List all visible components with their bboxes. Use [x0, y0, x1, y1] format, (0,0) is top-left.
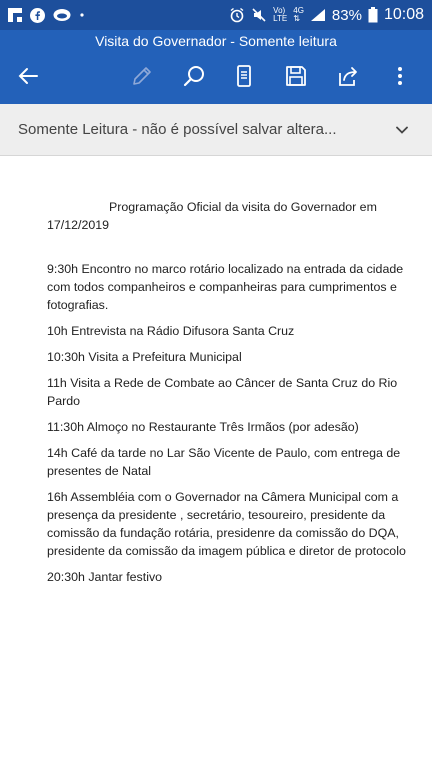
volte-top: Vo)	[273, 6, 286, 15]
schedule-item: 11h Visita a Rede de Combate ao Câncer de Santa Cruz do Rio Pardo	[47, 376, 398, 408]
dot-icon	[79, 12, 85, 18]
arrow-left-icon	[16, 64, 40, 93]
schedule-item: 16h Assembléia com o Governador na Câmera Municipal com a presença da presidente , secretário, tesoureiro, presidente da comissão da fundação rotária, presidenre da comissão do DQA, presidente da comissão da imagem pública e diretor de protocolo	[47, 490, 406, 558]
edit-button[interactable]	[124, 60, 160, 96]
reading-view-button[interactable]	[226, 60, 262, 96]
schedule-item: 14h Café da tarde no Lar São Vicente de Paulo, com entrega de presentes de Natal	[47, 446, 401, 478]
status-left	[8, 8, 85, 23]
volte-indicator	[273, 7, 287, 23]
network-4g-label: 4G	[293, 6, 304, 15]
flipboard-icon	[8, 8, 22, 22]
schedule-item: 10h Entrevista na Rádio Difusora Santa Cruz	[47, 324, 295, 338]
reading-view-icon	[232, 64, 256, 93]
schedule-item: 11:30h Almoço no Restaurante Três Irmãos (por adesão)	[47, 420, 359, 434]
cloud-icon	[53, 8, 71, 22]
schedule-item: 10:30h Visita a Prefeitura Municipal	[47, 350, 242, 364]
network-4g-indicator	[293, 7, 304, 23]
back-button[interactable]	[10, 60, 46, 96]
share-button[interactable]	[330, 60, 366, 96]
status-right	[229, 6, 424, 24]
alarm-icon	[229, 7, 245, 23]
schedule-item: 9:30h Encontro no marco rotário localizado na entrada da cidade com todos companheiros e companheiras para cumprimentos e fotografias.	[47, 262, 404, 312]
more-vertical-icon	[388, 64, 412, 93]
document-heading: Programação Oficial da visita do Governador em	[109, 200, 377, 214]
clock: 10:08	[383, 6, 424, 23]
toolbar	[0, 52, 432, 104]
schedule-item: 20:30h Jantar festivo	[47, 570, 163, 584]
signal-icon	[310, 8, 326, 22]
document-title-bar: Visita do Governador - Somente leitura	[0, 30, 432, 52]
readonly-banner[interactable]	[0, 104, 432, 156]
facebook-icon	[30, 8, 45, 23]
battery-icon	[368, 7, 378, 23]
status-bar	[0, 0, 432, 30]
volte-bottom: LTE	[273, 14, 288, 23]
readonly-banner-text: Somente Leitura - não é possível salvar altera...	[18, 121, 337, 138]
document-body	[47, 198, 407, 594]
save-button[interactable]	[278, 60, 314, 96]
share-icon	[336, 64, 360, 93]
chevron-down-icon[interactable]	[390, 118, 414, 142]
data-arrows-icon: ⇅	[293, 14, 300, 23]
search-icon	[182, 64, 206, 93]
save-icon	[284, 64, 308, 93]
search-button[interactable]	[176, 60, 212, 96]
battery-percent: 83%	[331, 6, 362, 24]
mute-icon	[251, 7, 267, 23]
pen-icon	[130, 64, 154, 93]
document-date: 17/12/2019	[47, 218, 110, 232]
more-options-button[interactable]	[382, 60, 418, 96]
